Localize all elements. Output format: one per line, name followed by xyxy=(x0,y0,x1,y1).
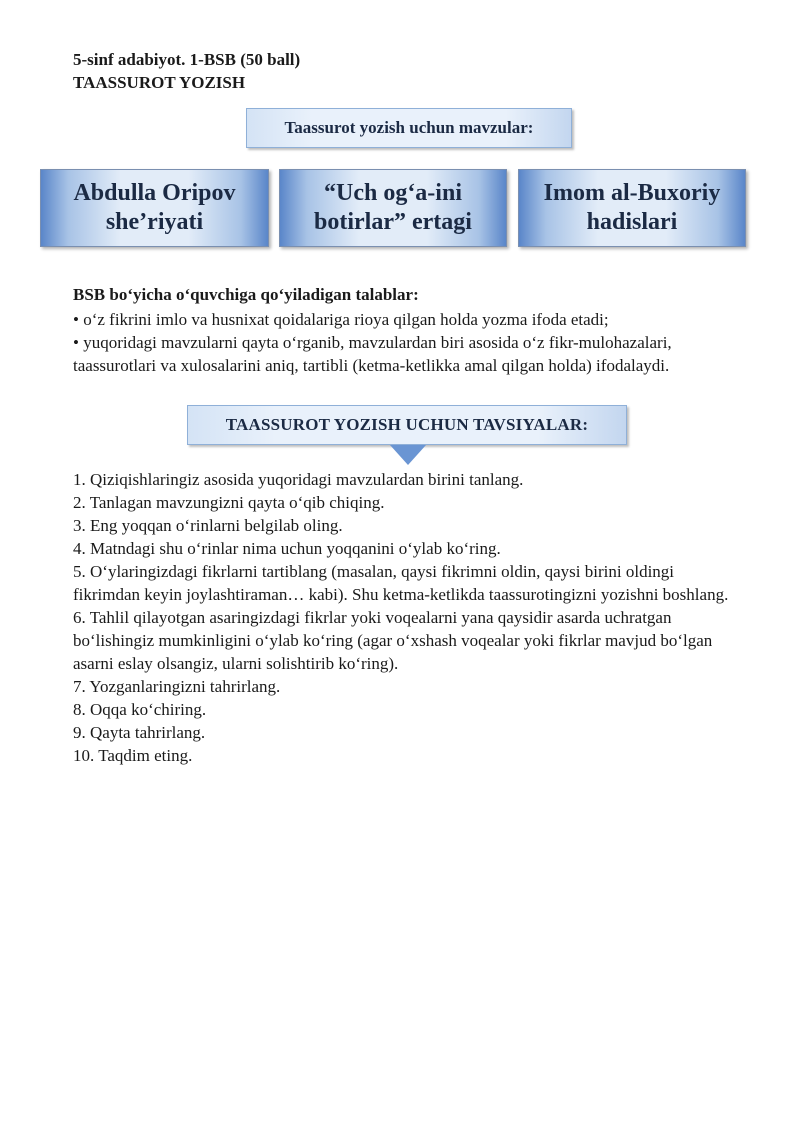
step-item: 1. Qiziqishlaringiz asosida yuqoridagi mavzulardan birini tanlang. xyxy=(73,470,524,489)
requirements-list xyxy=(73,308,743,377)
recommendations-heading: TAASSUROT YOZISH UCHUN TAVSIYALAR: xyxy=(225,415,589,434)
topic-line: Imom al-Buxoriy xyxy=(543,180,721,206)
step-item: 3. Eng yoqqan o‘rinlarni belgilab oling. xyxy=(73,516,343,535)
topic-line: Abdulla Oripov xyxy=(73,180,236,206)
down-arrow-icon xyxy=(390,445,426,465)
step-item: 9. Qayta tahrirlang. xyxy=(73,723,206,742)
topic-line: “Uch og‘a-ini xyxy=(323,180,462,206)
requirements-heading: BSB bo‘yicha o‘quvchiga qo‘yiladigan talablar: xyxy=(73,285,419,304)
requirement-item: • o‘z fikrini imlo va husnixat qoidalariga rioya qilgan holda yozma ifoda etadi; xyxy=(73,310,609,329)
topic-box-buxoriy xyxy=(518,169,746,247)
recommendations-list xyxy=(73,468,743,767)
topic-line: she’riyati xyxy=(105,209,204,235)
step-item: 7. Yozganlaringizni tahrirlang. xyxy=(73,677,281,696)
topics-heading-box xyxy=(246,108,572,148)
document-title: 5-sinf adabiyot. 1-BSB (50 ball) xyxy=(73,50,301,69)
topic-line: hadislari xyxy=(586,209,678,235)
step-item: 6. Tahlil qilayotgan asaringizdagi fikrlar yoki voqealarni yana qaysidir asarda uchratgan bo‘lishingiz mumkinligini o‘ylab ko‘ring (agar o‘xshash voqealar yoki fikrlar mavjud bo‘lgan asarni eslay olsangiz, ularni solishtirib ko‘ring). xyxy=(73,608,713,673)
step-item: 5. O‘ylaringizdagi fikrlarni tartiblang (masalan, qaysi fikrimni oldin, qaysi birini oldingi fikrimdan keyin joylashtiraman… kabi). Shu ketma-ketlikda taassurotingizni yozishni boshlang. xyxy=(73,562,729,604)
topic-box-oripov xyxy=(40,169,269,247)
document-subtitle: TAASSUROT YOZISH xyxy=(73,73,246,92)
topics-heading: Taassurot yozish uchun mavzular: xyxy=(284,118,534,137)
topic-line: botirlar” ertagi xyxy=(314,209,472,235)
requirement-item: • yuqoridagi mavzularni qayta o‘rganib, mavzulardan biri asosida o‘z fikr-mulohazalari, taassurotlari va xulosalarini aniq, tartibli (ketma-ketlikka amal qilgan holda) ifodalaydi. xyxy=(73,333,672,375)
topic-box-ertak xyxy=(279,169,507,247)
step-item: 10. Taqdim eting. xyxy=(73,746,193,765)
recommendations-heading-box xyxy=(187,405,627,445)
step-item: 8. Oqqa ko‘chiring. xyxy=(73,700,207,719)
step-item: 2. Tanlagan mavzungizni qayta o‘qib chiqing. xyxy=(73,493,385,512)
step-item: 4. Matndagi shu o‘rinlar nima uchun yoqqanini o‘ylab ko‘ring. xyxy=(73,539,501,558)
